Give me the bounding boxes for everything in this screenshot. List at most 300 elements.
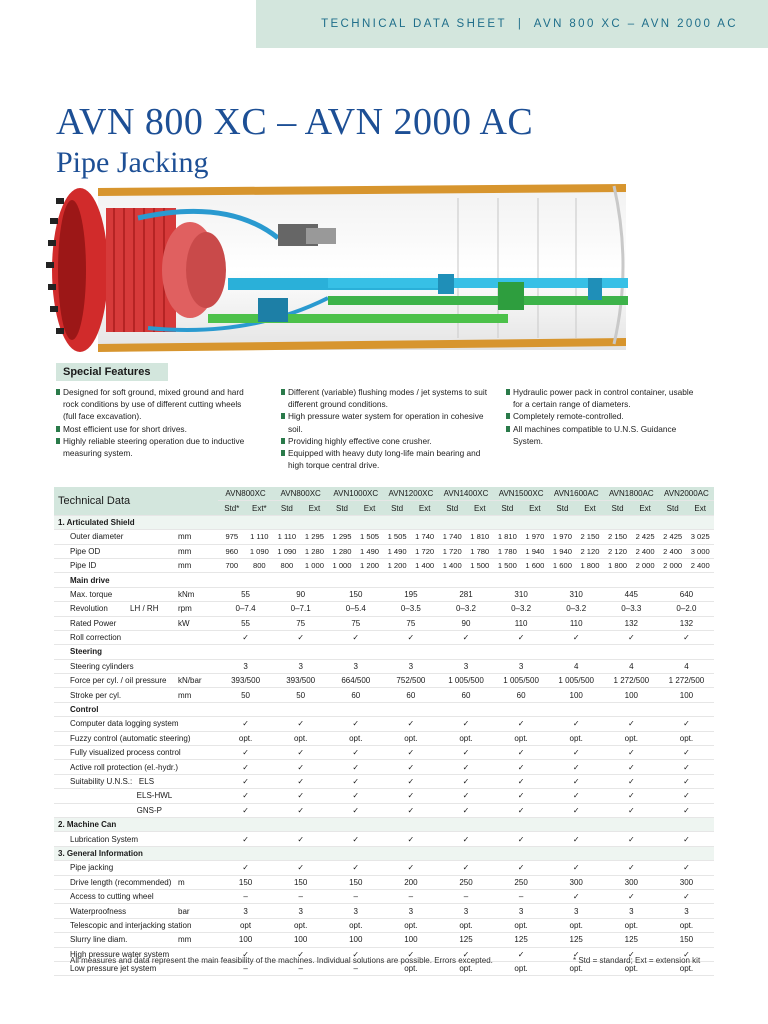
table-cell: 1 800 — [576, 558, 604, 572]
table-row — [54, 731, 714, 745]
table-cell: Steering — [54, 645, 714, 659]
feature-item: Highly reliable steering operation due to inductive measuring system. — [56, 435, 256, 459]
table-cell: Roll correction — [54, 630, 174, 644]
table-cell: 2 400 — [686, 558, 714, 572]
table-cell: 3 — [549, 904, 604, 918]
table-row — [54, 760, 714, 774]
table-cell: opt. — [549, 961, 604, 975]
table-cell: – — [383, 889, 438, 903]
table-cell: 393/500 — [273, 674, 328, 688]
table-cell — [174, 789, 218, 803]
table-cell: 150 — [218, 875, 273, 889]
table-cell: ✓ — [218, 861, 273, 875]
machine-illustration — [28, 178, 632, 364]
table-row — [54, 616, 714, 630]
table-cell: – — [218, 961, 273, 975]
table-row — [54, 889, 714, 903]
table-cell: 2 425 — [659, 530, 687, 544]
table-cell: 1 200 — [356, 558, 384, 572]
table-cell: 2 400 — [631, 544, 659, 558]
table-cell: ✓ — [659, 746, 714, 760]
table-cell: 1 500 — [494, 558, 522, 572]
table-cell: 300 — [549, 875, 604, 889]
table-cell: ✓ — [218, 947, 273, 961]
table-cell: ✓ — [328, 760, 383, 774]
header-banner — [256, 0, 768, 48]
table-cell: Std — [438, 501, 466, 515]
table-cell: ✓ — [328, 774, 383, 788]
table-cell: Ext — [301, 501, 329, 515]
table-cell: 0–2.0 — [659, 602, 714, 616]
feature-item: Most efficient use for short drives. — [56, 423, 256, 435]
table-cell: 700 — [218, 558, 246, 572]
table-cell: AVN1600AC — [549, 487, 604, 501]
table-cell: ✓ — [494, 746, 549, 760]
table-cell: ✓ — [273, 832, 328, 846]
table-cell: 3 — [328, 904, 383, 918]
table-cell: 3 — [494, 659, 549, 673]
table-cell: opt. — [328, 731, 383, 745]
table-cell: ✓ — [273, 789, 328, 803]
table-cell: 3 — [218, 904, 273, 918]
table-cell: opt. — [438, 731, 493, 745]
table-cell: Control — [54, 702, 714, 716]
table-cell: ✓ — [494, 803, 549, 817]
table-cell: ✓ — [604, 774, 659, 788]
table-cell: ✓ — [549, 889, 604, 903]
table-cell: opt. — [383, 731, 438, 745]
table-cell — [174, 803, 218, 817]
table-cell: 50 — [273, 688, 328, 702]
table-cell: Pipe ID — [54, 558, 174, 572]
table-cell: ELS-HWL — [54, 789, 174, 803]
table-row — [54, 918, 714, 932]
table-cell: 281 — [438, 587, 493, 601]
table-cell: 125 — [438, 933, 493, 947]
table-cell: 3 — [383, 904, 438, 918]
table-cell: 100 — [218, 933, 273, 947]
table-cell: ✓ — [218, 717, 273, 731]
table-cell: 125 — [494, 933, 549, 947]
table-cell: ✓ — [659, 630, 714, 644]
table-cell: 310 — [494, 587, 549, 601]
table-cell: ✓ — [383, 717, 438, 731]
table-cell: 1. Articulated Shield — [54, 515, 714, 529]
table-cell: ✓ — [494, 630, 549, 644]
table-cell: Ext — [521, 501, 549, 515]
table-cell: ✓ — [328, 746, 383, 760]
table-cell: kW — [174, 616, 218, 630]
table-cell: High pressure water system — [54, 947, 174, 961]
table-cell: 1 940 — [521, 544, 549, 558]
table-cell: opt. — [604, 961, 659, 975]
table-cell: Stroke per cyl. — [54, 688, 174, 702]
table-row — [54, 530, 714, 544]
table-cell: rpm — [174, 602, 218, 616]
feature-item: Different (variable) flushing modes / jet systems to suit different ground conditions. — [281, 386, 489, 410]
table-cell: ✓ — [494, 947, 549, 961]
table-cell: opt. — [549, 918, 604, 932]
table-cell: 3. General Information — [54, 846, 714, 860]
table-cell: 0–3.3 — [604, 602, 659, 616]
table-cell: ✓ — [494, 774, 549, 788]
table-cell: 3 — [494, 904, 549, 918]
table-cell: ✓ — [494, 760, 549, 774]
table-cell: ✓ — [438, 717, 493, 731]
table-cell: ✓ — [438, 746, 493, 760]
table-cell: Std — [549, 501, 577, 515]
table-cell: 4 — [549, 659, 604, 673]
table-cell: 60 — [494, 688, 549, 702]
table-cell: opt. — [383, 918, 438, 932]
table-cell: 100 — [328, 933, 383, 947]
table-cell: 55 — [218, 587, 273, 601]
table-cell: 110 — [494, 616, 549, 630]
table-cell: opt. — [218, 731, 273, 745]
table-cell: ✓ — [604, 803, 659, 817]
table-cell: 1 090 — [246, 544, 274, 558]
table-row — [54, 774, 714, 788]
table-cell: ✓ — [604, 630, 659, 644]
table-cell: 1 505 — [383, 530, 411, 544]
table-cell: ✓ — [328, 789, 383, 803]
table-cell: 1 000 — [328, 558, 356, 572]
table-cell: 3 — [438, 904, 493, 918]
table-cell: ✓ — [438, 789, 493, 803]
footer-note: All measures and data represent the main feasibility of the machines. Individual solutions are possible. Errors excepted. — [70, 956, 493, 965]
table-cell: ✓ — [659, 760, 714, 774]
table-cell: ✓ — [438, 832, 493, 846]
table-cell: ✓ — [383, 832, 438, 846]
table-cell: 1 970 — [521, 530, 549, 544]
table-cell — [174, 717, 218, 731]
feature-item: Designed for soft ground, mixed ground and hard rock conditions by use of different cutting wheels (full face excavation). — [56, 386, 256, 423]
table-row — [54, 717, 714, 731]
table-cell: 445 — [604, 587, 659, 601]
footer-legend: * Std = standard; Ext = extension kit — [573, 956, 701, 965]
table-cell: ✓ — [383, 746, 438, 760]
features-column-3 — [506, 386, 701, 447]
table-cell: 3 — [383, 659, 438, 673]
table-cell: 1 000 — [301, 558, 329, 572]
table-cell: Suitability U.N.S.: ELS — [54, 774, 174, 788]
table-cell: Steering cylinders — [54, 659, 174, 673]
table-cell: ✓ — [273, 803, 328, 817]
table-cell: ✓ — [438, 861, 493, 875]
table-cell: 100 — [659, 688, 714, 702]
table-cell: 1 940 — [549, 544, 577, 558]
table-cell: AVN1200XC — [383, 487, 438, 501]
table-cell: 300 — [659, 875, 714, 889]
table-cell — [174, 774, 218, 788]
table-cell: ✓ — [273, 717, 328, 731]
table-cell: 1 280 — [301, 544, 329, 558]
table-cell: 1 005/500 — [494, 674, 549, 688]
table-cell: mm — [174, 933, 218, 947]
table-cell: AVN1400XC — [438, 487, 493, 501]
table-cell: ✓ — [438, 760, 493, 774]
table-cell: ✓ — [218, 760, 273, 774]
table-cell: Drive length (recommended) — [54, 875, 174, 889]
table-row — [54, 832, 714, 846]
table-cell: Std — [659, 501, 687, 515]
table-cell: opt. — [604, 918, 659, 932]
table-cell: 393/500 — [218, 674, 273, 688]
table-cell: ✓ — [659, 803, 714, 817]
table-cell: 1 295 — [301, 530, 329, 544]
table-cell: ✓ — [604, 789, 659, 803]
table-cell: Ext — [411, 501, 439, 515]
table-cell: ✓ — [383, 947, 438, 961]
table-cell: Rated Power — [54, 616, 174, 630]
table-cell: opt. — [604, 731, 659, 745]
table-row — [54, 515, 714, 529]
table-cell: Ext — [466, 501, 494, 515]
table-cell: ✓ — [659, 832, 714, 846]
table-cell: opt. — [328, 918, 383, 932]
table-cell: kNm — [174, 587, 218, 601]
table-row — [54, 817, 714, 831]
table-row — [54, 630, 714, 644]
table-cell: 1 400 — [438, 558, 466, 572]
table-cell: ✓ — [383, 789, 438, 803]
table-cell: 110 — [549, 616, 604, 630]
table-cell: ✓ — [328, 832, 383, 846]
table-cell: ✓ — [438, 630, 493, 644]
table-cell — [174, 760, 218, 774]
table-cell: 125 — [604, 933, 659, 947]
table-cell: Active roll protection (el.-hydr.) — [54, 760, 174, 774]
table-cell: ✓ — [494, 789, 549, 803]
table-cell: – — [328, 961, 383, 975]
table-cell: Outer diameter — [54, 530, 174, 544]
table-cell: ✓ — [218, 630, 273, 644]
table-cell: ✓ — [383, 774, 438, 788]
table-cell: 200 — [383, 875, 438, 889]
table-cell: 2 000 — [631, 558, 659, 572]
feature-item: Completely remote-controlled. — [506, 410, 701, 422]
table-cell: 300 — [604, 875, 659, 889]
page-title: AVN 800 XC – AVN 2000 AC — [56, 101, 534, 143]
table-cell: 250 — [494, 875, 549, 889]
table-cell: 90 — [438, 616, 493, 630]
table-cell: 2 120 — [576, 544, 604, 558]
table-cell: ✓ — [494, 832, 549, 846]
feature-item: Hydraulic power pack in control container, usable for a certain range of diameters. — [506, 386, 701, 410]
table-cell: 2 000 — [659, 558, 687, 572]
table-cell: AVN1000XC — [328, 487, 383, 501]
table-cell: 1 810 — [494, 530, 522, 544]
table-cell: AVN800XC — [218, 487, 273, 501]
table-cell: ✓ — [328, 861, 383, 875]
table-cell: ✓ — [218, 789, 273, 803]
table-cell: ✓ — [604, 947, 659, 961]
table-cell: ✓ — [659, 889, 714, 903]
table-row — [54, 573, 714, 587]
table-cell: 75 — [383, 616, 438, 630]
table-cell: 3 000 — [686, 544, 714, 558]
table-cell: 1 970 — [549, 530, 577, 544]
table-cell: 1 272/500 — [659, 674, 714, 688]
table-cell: opt. — [659, 918, 714, 932]
table-cell: Ext — [686, 501, 714, 515]
table-cell: 1 800 — [604, 558, 632, 572]
table-header-row — [54, 487, 714, 501]
table-row — [54, 659, 714, 673]
table-cell: ✓ — [328, 947, 383, 961]
table-cell: 0–5.4 — [328, 602, 383, 616]
feature-item: Providing highly effective cone crusher. — [281, 435, 489, 447]
table-cell: 75 — [328, 616, 383, 630]
table-cell: ✓ — [494, 861, 549, 875]
table-cell: 1 110 — [246, 530, 274, 544]
table-cell: 975 — [218, 530, 246, 544]
table-cell: 960 — [218, 544, 246, 558]
table-cell: Force per cyl. / oil pressure — [54, 674, 174, 688]
table-cell: 1 720 — [438, 544, 466, 558]
table-cell: 3 025 — [686, 530, 714, 544]
table-cell: 0–3.2 — [438, 602, 493, 616]
table-cell: 1 490 — [356, 544, 384, 558]
table-cell: mm — [174, 688, 218, 702]
table-cell — [174, 832, 218, 846]
table-cell: 1 780 — [494, 544, 522, 558]
table-cell: ✓ — [659, 947, 714, 961]
table-cell: 75 — [273, 616, 328, 630]
table-cell: 1 295 — [328, 530, 356, 544]
table-cell: 1 110 — [273, 530, 301, 544]
table-cell: AVN2000AC — [659, 487, 714, 501]
table-cell: Std* — [218, 501, 246, 515]
table-cell: – — [273, 889, 328, 903]
table-cell: 1 400 — [411, 558, 439, 572]
table-cell: ✓ — [549, 746, 604, 760]
table-cell: 1 740 — [438, 530, 466, 544]
table-cell: m — [174, 875, 218, 889]
table-row — [54, 587, 714, 601]
table-cell: 100 — [383, 933, 438, 947]
table-cell: ✓ — [604, 746, 659, 760]
table-cell: – — [328, 889, 383, 903]
table-cell: Std — [328, 501, 356, 515]
table-cell: Fuzzy control (automatic steering) — [54, 731, 174, 745]
table-cell: 150 — [328, 875, 383, 889]
table-cell — [174, 659, 218, 673]
table-cell: ✓ — [383, 630, 438, 644]
table-cell: 0–7.1 — [273, 602, 328, 616]
table-cell: 1 005/500 — [438, 674, 493, 688]
table-cell: 0–3.2 — [494, 602, 549, 616]
table-cell: 50 — [218, 688, 273, 702]
table-cell: ✓ — [438, 803, 493, 817]
table-cell: AVN1800AC — [604, 487, 659, 501]
table-cell: 664/500 — [328, 674, 383, 688]
table-cell: 0–7.4 — [218, 602, 273, 616]
table-cell — [174, 889, 218, 903]
table-cell: ✓ — [604, 861, 659, 875]
table-cell: ✓ — [218, 746, 273, 760]
table-cell: ✓ — [659, 717, 714, 731]
table-cell: ✓ — [218, 832, 273, 846]
table-cell: 1 005/500 — [549, 674, 604, 688]
table-cell: 1 490 — [383, 544, 411, 558]
table-cell: 60 — [383, 688, 438, 702]
table-cell: ✓ — [549, 947, 604, 961]
table-row — [54, 904, 714, 918]
table-cell: 2 120 — [604, 544, 632, 558]
table-cell: Access to cutting wheel — [54, 889, 174, 903]
table-cell: 3 — [218, 659, 273, 673]
table-cell: ✓ — [273, 774, 328, 788]
table-cell: Technical Data — [54, 487, 218, 515]
table-cell: Revolution LH / RH — [54, 602, 174, 616]
table-row — [54, 688, 714, 702]
special-features-heading: Special Features — [56, 363, 168, 381]
table-cell: 3 — [659, 904, 714, 918]
table-cell: ✓ — [659, 861, 714, 875]
table-cell: opt. — [438, 961, 493, 975]
table-cell: GNS-P — [54, 803, 174, 817]
table-cell: Telescopic and interjacking station — [54, 918, 174, 932]
table-cell: Low pressure jet system — [54, 961, 174, 975]
table-cell: 3 — [328, 659, 383, 673]
table-cell: ✓ — [383, 861, 438, 875]
table-cell: ✓ — [659, 774, 714, 788]
table-cell: 1 500 — [466, 558, 494, 572]
table-cell: ✓ — [549, 832, 604, 846]
header-label: TECHNICAL DATA SHEET | AVN 800 XC – AVN 2000 AC — [321, 18, 738, 30]
table-cell: 132 — [604, 616, 659, 630]
feature-item: Equipped with heavy duty long-life main bearing and high torque central drive. — [281, 447, 489, 471]
table-cell: opt. — [494, 918, 549, 932]
table-cell: ✓ — [549, 760, 604, 774]
table-row — [54, 803, 714, 817]
table-cell: – — [494, 889, 549, 903]
table-cell: ✓ — [604, 832, 659, 846]
table-row — [54, 933, 714, 947]
features-column-2 — [281, 386, 489, 471]
table-cell: 250 — [438, 875, 493, 889]
table-cell: 1 505 — [356, 530, 384, 544]
table-cell: ✓ — [549, 789, 604, 803]
table-cell: Waterproofness — [54, 904, 174, 918]
table-cell: kN/bar — [174, 674, 218, 688]
table-cell: – — [438, 889, 493, 903]
table-cell: opt. — [273, 918, 328, 932]
table-cell: opt. — [273, 731, 328, 745]
table-cell: 640 — [659, 587, 714, 601]
table-cell: mm — [174, 558, 218, 572]
table-cell: bar — [174, 904, 218, 918]
technical-data-table — [54, 487, 714, 976]
table-cell: 310 — [549, 587, 604, 601]
table-cell: 1 200 — [383, 558, 411, 572]
table-cell: Std — [494, 501, 522, 515]
table-cell: 1 810 — [466, 530, 494, 544]
table-row — [54, 746, 714, 760]
table-cell: 150 — [659, 933, 714, 947]
table-cell: ✓ — [549, 630, 604, 644]
table-cell: 195 — [383, 587, 438, 601]
table-cell: ✓ — [383, 803, 438, 817]
table-cell: Std — [383, 501, 411, 515]
table-cell: 1 272/500 — [604, 674, 659, 688]
table-cell: 1 720 — [411, 544, 439, 558]
table-cell: opt. — [438, 918, 493, 932]
table-cell: opt. — [494, 961, 549, 975]
table-cell: Std — [604, 501, 632, 515]
table-cell: Slurry line diam. — [54, 933, 174, 947]
